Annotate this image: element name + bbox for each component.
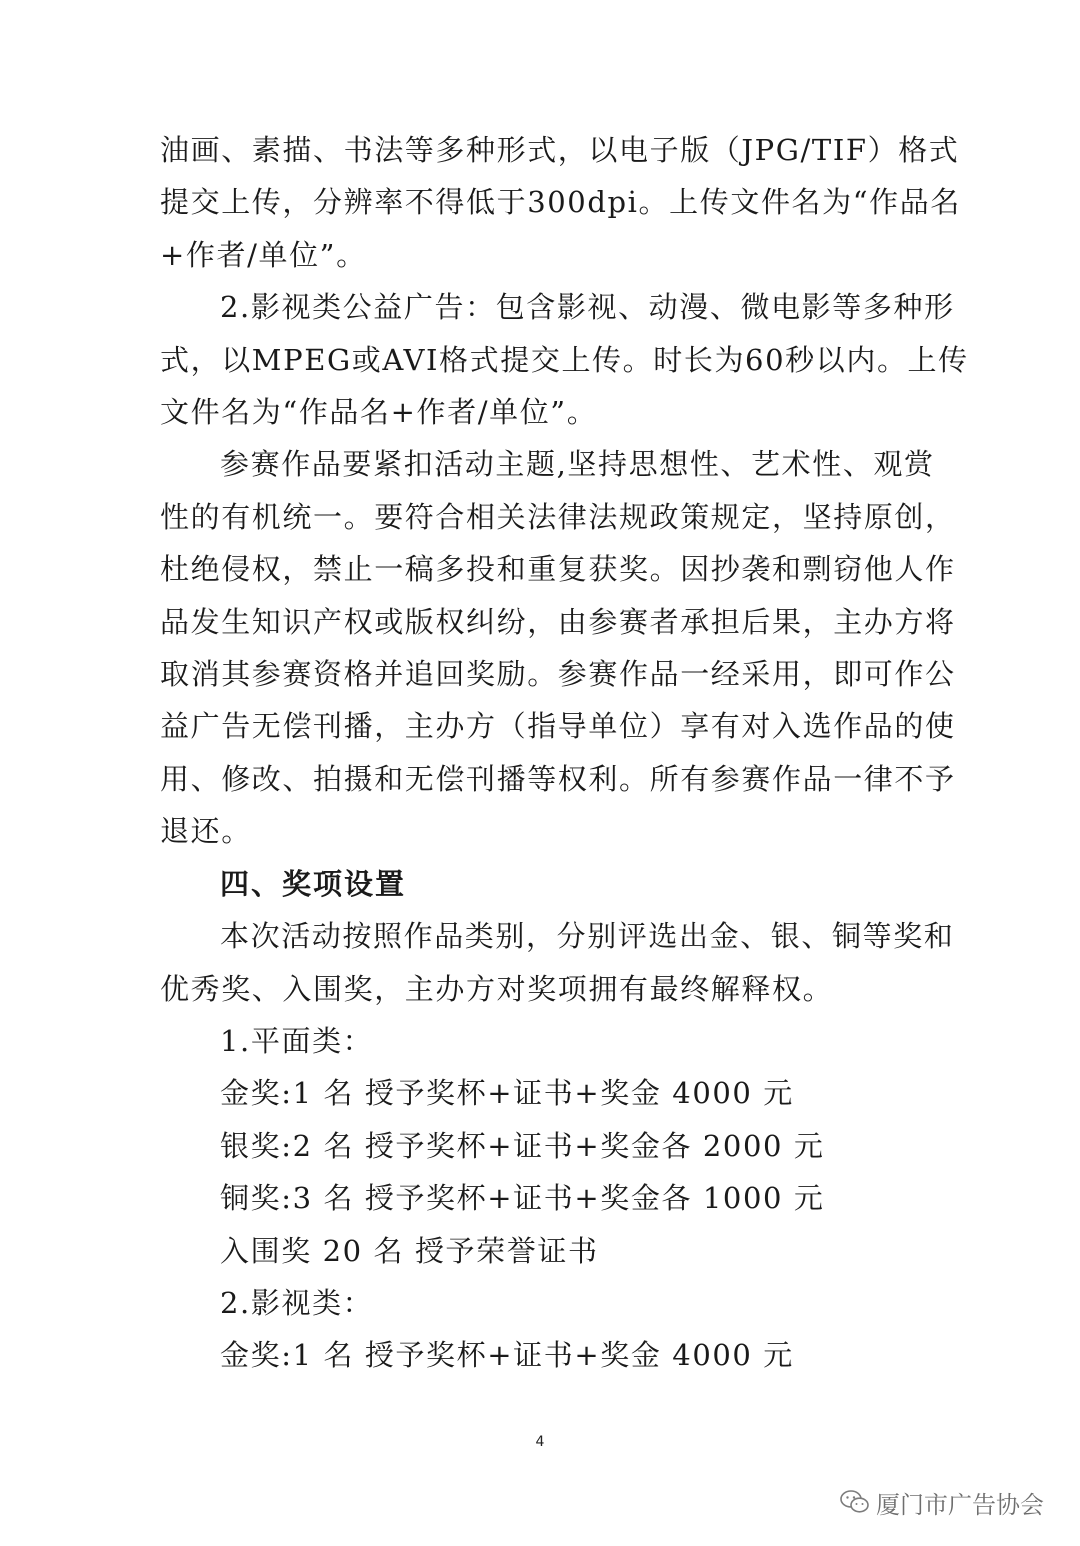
body-line: 文件名为“作品名+作者/单位”。	[160, 395, 598, 430]
award-line: 入围奖 20 名 授予荣誉证书	[220, 1233, 599, 1268]
body-line: 2.影视类公益广告：包含影视、动漫、微电影等多种形	[220, 290, 955, 325]
body-line: 取消其参赛资格并追回奖励。参赛作品一经采用，即可作公	[160, 657, 956, 692]
body-line: 性的有机统一。要符合相关法律法规政策规定，坚持原创，	[160, 499, 956, 534]
body-line: 油画、素描、书法等多种形式，以电子版（JPG/TIF）格式	[160, 133, 960, 167]
section-heading: 四、奖项设置	[220, 866, 407, 901]
page-number: 4	[535, 1434, 545, 1450]
body-line: 提交上传，分辨率不得低于300dpi。上传文件名为“作品名	[160, 185, 961, 220]
body-line: 退还。	[160, 814, 252, 849]
body-line: 优秀奖、入围奖，主办方对奖项拥有最终解释权。	[160, 971, 834, 1006]
body-line: 品发生知识产权或版权纠纷，由参赛者承担后果，主办方将	[160, 604, 956, 639]
wechat-icon	[840, 1489, 870, 1515]
watermark-text: 厦门市广告协会	[876, 1490, 1044, 1519]
category-heading: 1.平面类：	[220, 1023, 374, 1058]
body-line: 益广告无偿刊播，主办方（指导单位）享有对入选作品的使	[160, 709, 956, 744]
body-line: 式，以MPEG或AVI格式提交上传。时长为60秒以内。上传	[160, 342, 969, 377]
body-line: +作者/单位”。	[160, 237, 367, 272]
body-line: 本次活动按照作品类别，分别评选出金、银、铜等奖和	[220, 919, 955, 954]
award-line: 铜奖:3 名 授予奖杯+证书+奖金各 1000 元	[220, 1181, 825, 1216]
award-line: 金奖:1 名 授予奖杯+证书+奖金 4000 元	[220, 1076, 794, 1111]
body-line: 用、修改、拍摄和无偿刊播等权利。所有参赛作品一律不予	[160, 761, 956, 796]
watermark	[840, 1482, 1044, 1522]
body-line: 杜绝侵权，禁止一稿多投和重复获奖。因抄袭和剽窃他人作	[160, 552, 956, 587]
award-line: 金奖:1 名 授予奖杯+证书+奖金 4000 元	[220, 1338, 794, 1373]
document-body	[160, 124, 969, 1382]
category-heading: 2.影视类：	[220, 1285, 374, 1320]
award-line: 银奖:2 名 授予奖杯+证书+奖金各 2000 元	[220, 1128, 825, 1163]
body-line: 参赛作品要紧扣活动主题,坚持思想性、艺术性、观赏	[220, 447, 935, 482]
